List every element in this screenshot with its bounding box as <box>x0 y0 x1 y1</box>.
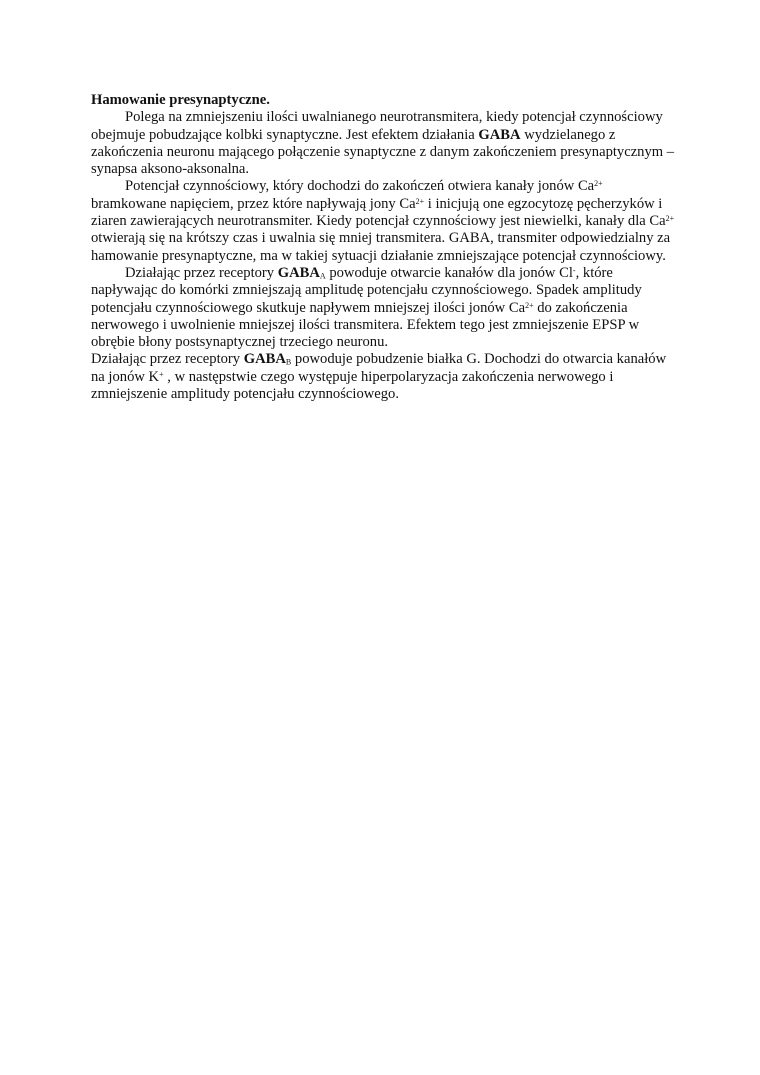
paragraph-1 <box>91 109 676 178</box>
paragraph-4-bold-gaba: GABA <box>243 351 286 368</box>
paragraph-4-text-1: Działając przez receptory <box>91 351 244 368</box>
paragraph-3-sup-1: - <box>572 265 576 275</box>
paragraph-3-sup-2: 2+ <box>525 300 534 310</box>
paragraph-2-text-4: otwierają się na krótszy czas i uwalnia się mniej transmitera. GABA, transmiter odpowiedzialny za hamowanie presynaptyczne, ma w takiej sytuacji działanie zmniejszające potencjał czynnościowy. <box>91 230 671 264</box>
document-body <box>91 92 676 403</box>
paragraph-4-sub-b: B <box>285 358 292 368</box>
paragraph-3-text-1: Działając przez receptory <box>125 264 278 281</box>
paragraph-2-sup-1: 2+ <box>594 179 603 189</box>
paragraph-3-sub-a: A <box>319 271 326 281</box>
paragraph-3-text-3: , które napływając do komórki zmniejszają amplitudę potencjału czynnościowego. Spadek amplitudy potencjału czynnościowego skutkuje napływem mniejszej ilości jonów Ca <box>91 264 642 316</box>
paragraph-2-sup-3: 2+ <box>665 214 675 224</box>
paragraph-1-bold-gaba: GABA <box>478 126 521 143</box>
paragraph-4-text-2: powoduje pobudzenie białka G. Dochodzi do otwarcia kanałów na jonów K <box>91 351 667 385</box>
paragraph-3-text-4: do zakończenia nerwowego i uwolnienie mniejszej ilości transmitera. Efektem tego jest zmniejszenie EPSP w obrębie błony postsynaptycznej trzeciego neuronu. <box>91 299 640 351</box>
paragraph-2-text-3: i inicjują one egzocytozę pęcherzyków i ziaren zawierających neurotransmiter. Kiedy potencjał czynnościowy jest niewielki, kanały dla Ca <box>91 195 666 230</box>
paragraph-1-text-1: Polega na zmniejszeniu ilości uwalnianego neurotransmitera, kiedy potencjał czynnościowy obejmuje pobudzające kolbki synaptyczne. Jest efektem działania <box>91 109 663 143</box>
paragraph-2-sup-2: 2+ <box>415 196 425 206</box>
paragraph-4-sup-1: + <box>159 369 164 379</box>
section-heading: Hamowanie presynaptyczne. <box>91 92 270 108</box>
paragraph-1-text-2: wydzielanego z zakończenia neuronu mającego połączenie synaptyczne z danym zakończeniem presynaptycznym – synapsa aksono-aksonalna. <box>91 126 675 178</box>
paragraph-2-text-1: Potencjał czynnościowy, który dochodzi do zakończeń otwiera kanały jonów Ca <box>125 178 595 195</box>
paragraph-4-text-3: , w następstwie czego występuje hiperpolaryzacja zakończenia nerwowego i zmniejszenie amplitudy potencjału czynnościowego. <box>91 368 614 403</box>
paragraph-2 <box>91 178 676 264</box>
paragraph-3-bold-gaba: GABA <box>277 264 320 281</box>
paragraph-4 <box>91 351 676 403</box>
paragraph-2-text-2: bramkowane napięciem, przez które napływają jony Ca <box>91 195 416 212</box>
paragraph-3 <box>91 265 676 351</box>
paragraph-3-text-2: powoduje otwarcie kanałów dla jonów Cl <box>325 264 573 281</box>
